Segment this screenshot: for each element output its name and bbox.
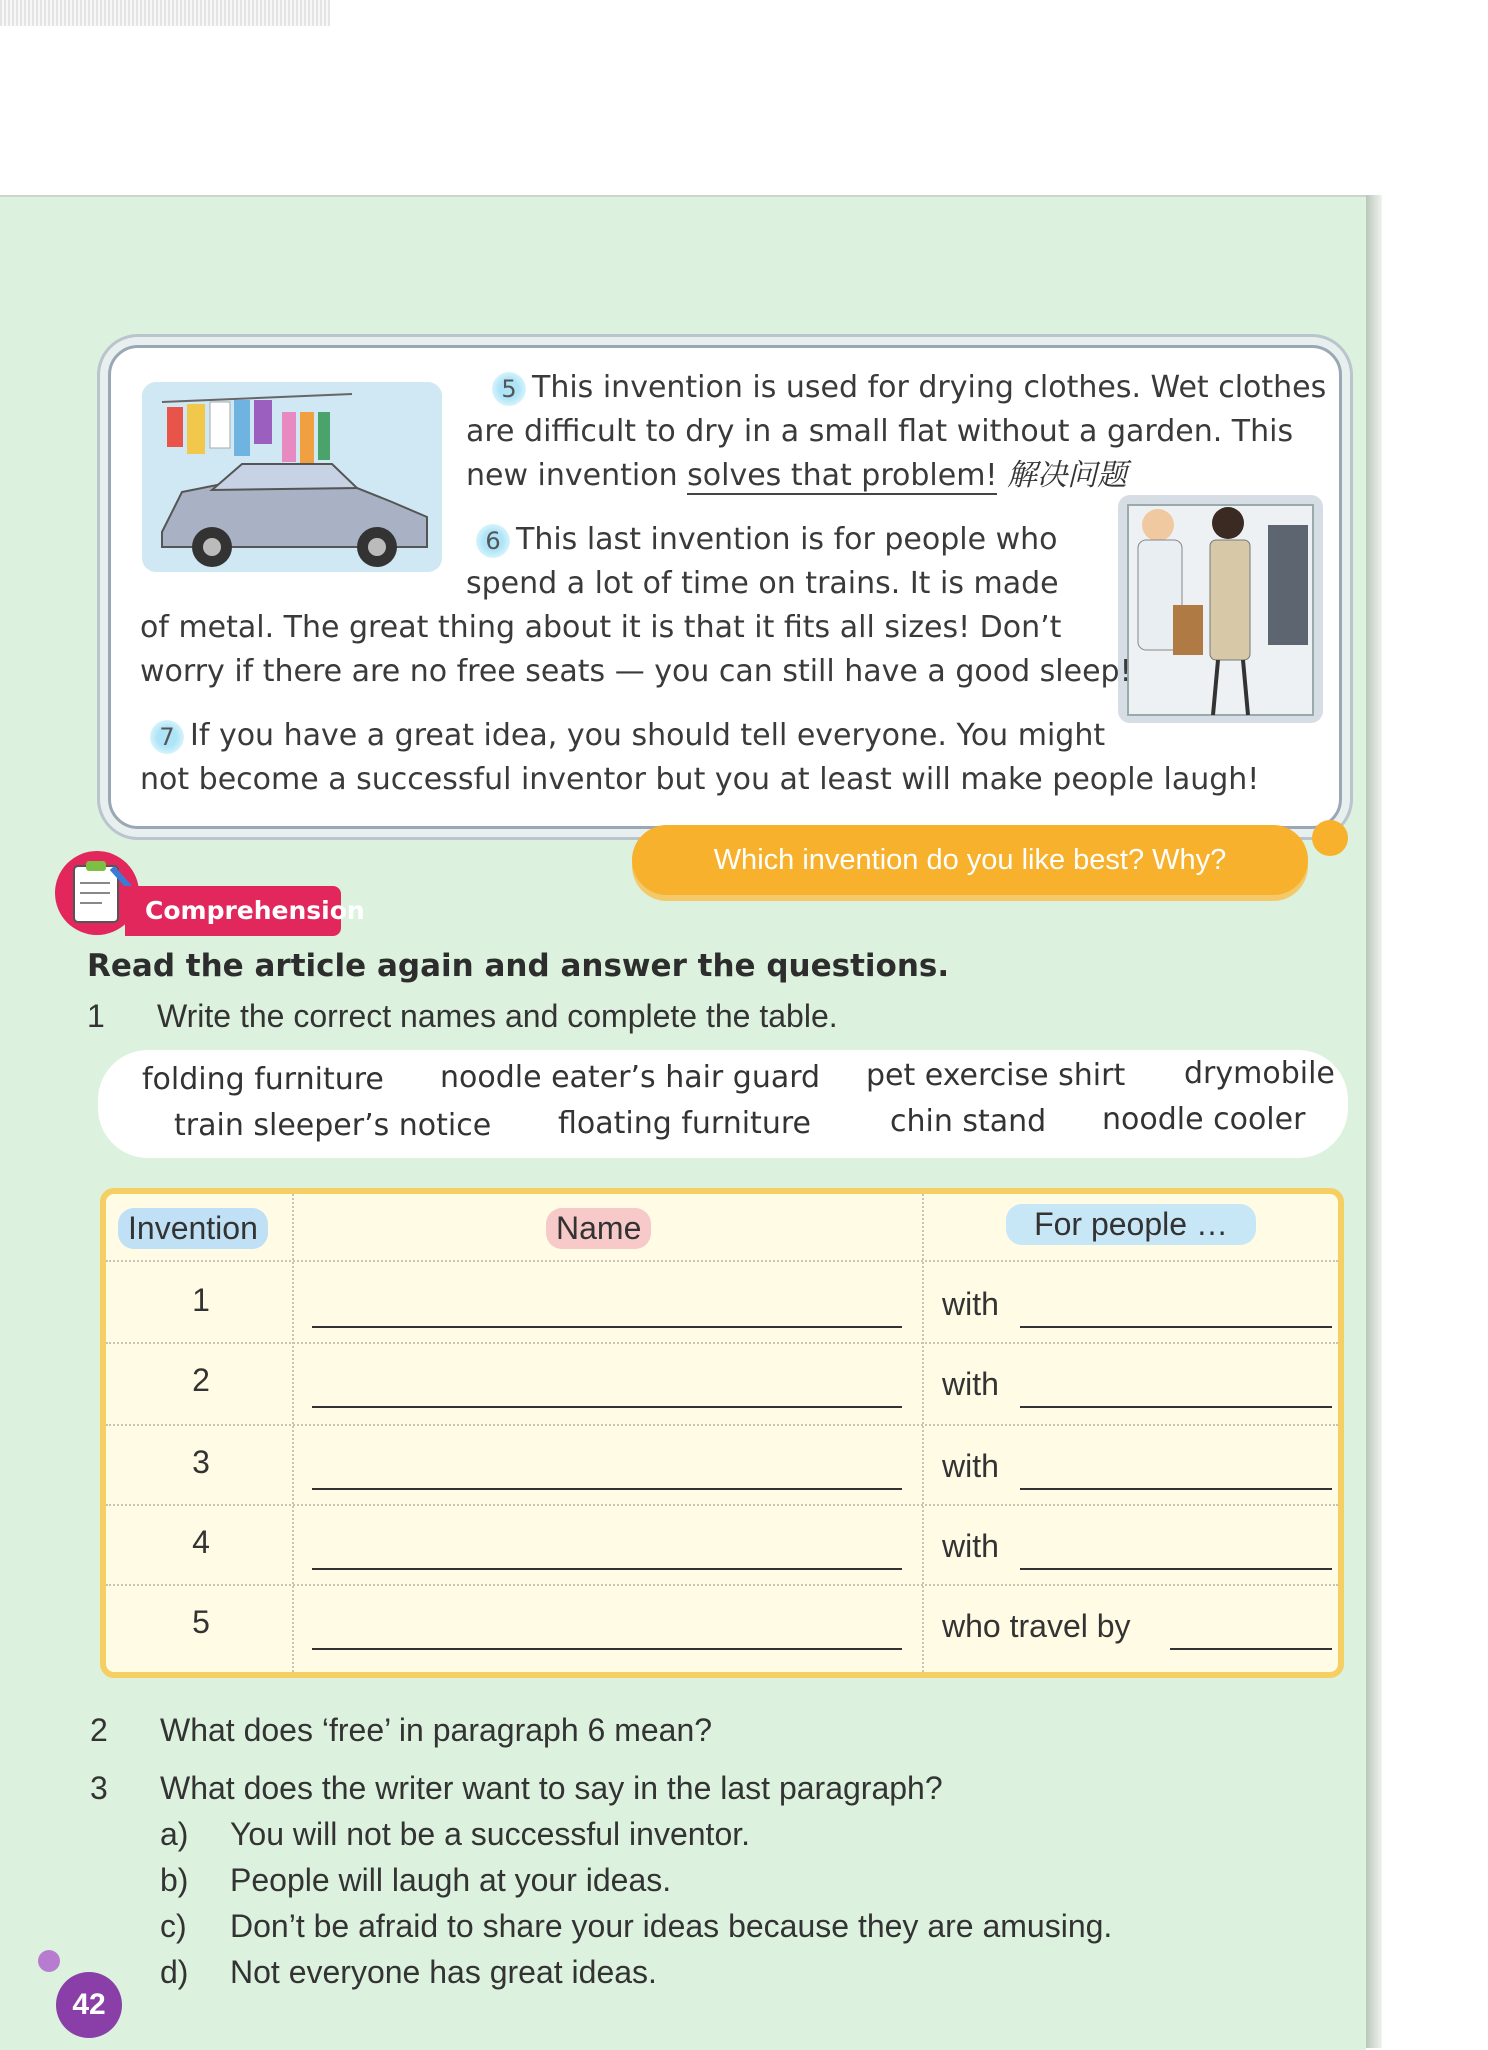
answer-option-c[interactable] — [160, 1908, 1112, 1945]
option-text: Don’t be afraid to share your ideas because they are amusing. — [230, 1908, 1113, 1944]
answer-option-d[interactable] — [160, 1954, 657, 1991]
row-divider — [106, 1260, 1338, 1262]
name-answer-blank[interactable] — [312, 1648, 902, 1650]
car-drying-clothes-illustration — [142, 382, 442, 572]
question-text: What does the writer want to say in the last paragraph? — [160, 1770, 943, 1806]
question-1 — [87, 998, 838, 1035]
word-option: pet exercise shirt — [866, 1058, 1126, 1093]
question-number: 2 — [90, 1712, 108, 1748]
instructions-heading: Read the article again and answer the questions. — [87, 948, 950, 984]
paragraph-6-line-2: spend a lot of time on trains. It is made — [466, 566, 1059, 601]
for-people-answer-blank[interactable] — [1020, 1406, 1332, 1408]
for-people-prefix: who travel by — [942, 1608, 1131, 1644]
for-people-prefix: with — [942, 1366, 999, 1402]
underlined-phrase: solves that problem! — [687, 458, 998, 493]
row-divider — [106, 1504, 1338, 1506]
word-option: noodle eater’s hair guard — [440, 1060, 821, 1095]
option-text: People will laugh at your ideas. — [230, 1862, 672, 1898]
option-letter: d) — [160, 1954, 189, 1990]
question-3 — [90, 1770, 943, 1807]
paragraph-5-line-1 — [492, 366, 1326, 410]
paragraph-number-badge: 7 — [150, 720, 184, 754]
for-people-answer-blank[interactable] — [1020, 1488, 1332, 1490]
header-name: Name — [546, 1208, 651, 1249]
row-number: 5 — [192, 1604, 210, 1640]
bubble-decoration — [1312, 820, 1348, 856]
word-option: drymobile — [1184, 1056, 1335, 1091]
page-number: 42 — [56, 1972, 122, 2038]
paragraph-5-line-2: are difficult to dry in a small flat without a garden. This — [466, 414, 1294, 449]
paragraph-7-line-2: not become a successful inventor but you at least will make people laugh! — [140, 762, 1260, 797]
page-edge-shadow — [1366, 195, 1382, 2048]
option-text: You will not be a successful inventor. — [230, 1816, 751, 1852]
answer-table — [100, 1188, 1344, 1678]
option-letter: c) — [160, 1908, 187, 1944]
word-option: train sleeper’s notice — [174, 1108, 492, 1143]
row-number: 4 — [192, 1524, 210, 1560]
option-letter: a) — [160, 1816, 189, 1852]
paragraph-6-line-1 — [476, 518, 1057, 562]
question-text: What does ‘free’ in paragraph 6 mean? — [160, 1712, 713, 1748]
row-divider — [106, 1424, 1338, 1426]
name-answer-blank[interactable] — [312, 1326, 902, 1328]
question-number: 1 — [87, 998, 105, 1034]
row-number: 3 — [192, 1444, 210, 1480]
for-people-prefix: with — [942, 1286, 999, 1322]
row-divider — [106, 1342, 1338, 1344]
paragraph-5-line-3 — [466, 454, 1127, 498]
word-box — [98, 1050, 1348, 1158]
question-2 — [90, 1712, 712, 1749]
text: This last invention is for people who — [516, 522, 1058, 557]
handwritten-note: 解决问题 — [1006, 458, 1127, 493]
row-number: 1 — [192, 1282, 210, 1318]
option-letter: b) — [160, 1862, 189, 1898]
scan-edge — [0, 0, 330, 26]
word-option: chin stand — [890, 1104, 1047, 1139]
section-label: Comprehension — [125, 886, 341, 936]
word-option: floating furniture — [558, 1106, 811, 1141]
paragraph-6-line-4: worry if there are no free seats — you can still have a good sleep! — [140, 654, 1132, 689]
discussion-question-bubble: Which invention do you like best? Why? — [632, 825, 1308, 895]
paragraph-7-line-1 — [150, 714, 1105, 758]
option-text: Not everyone has great ideas. — [230, 1954, 657, 1990]
word-option: folding furniture — [142, 1062, 384, 1097]
for-people-prefix: with — [942, 1448, 999, 1484]
page-number-decoration — [38, 1950, 60, 1972]
column-divider — [922, 1194, 924, 1672]
text: If you have a great idea, you should tell everyone. You might — [190, 718, 1106, 753]
column-divider — [292, 1194, 294, 1672]
for-people-answer-blank[interactable] — [1020, 1326, 1332, 1328]
question-number: 3 — [90, 1770, 108, 1806]
name-answer-blank[interactable] — [312, 1406, 902, 1408]
question-text: Write the correct names and complete the table. — [157, 998, 838, 1034]
word-option: noodle cooler — [1102, 1102, 1306, 1137]
for-people-prefix: with — [942, 1528, 999, 1564]
paragraph-number-badge: 5 — [492, 372, 526, 406]
name-answer-blank[interactable] — [312, 1568, 902, 1570]
paragraph-number-badge: 6 — [476, 524, 510, 558]
header-invention: Invention — [118, 1208, 268, 1249]
header-for-people: For people … — [1006, 1204, 1256, 1245]
answer-option-b[interactable] — [160, 1862, 671, 1899]
row-number: 2 — [192, 1362, 210, 1398]
for-people-answer-blank[interactable] — [1020, 1568, 1332, 1570]
text: new invention — [466, 458, 688, 493]
row-divider — [106, 1584, 1338, 1586]
name-answer-blank[interactable] — [312, 1488, 902, 1490]
text: This invention is used for drying clothes. Wet clothes — [532, 370, 1327, 405]
for-people-answer-blank[interactable] — [1170, 1648, 1332, 1650]
paragraph-6-line-3: of metal. The great thing about it is that it fits all sizes! Don’t — [140, 610, 1062, 645]
answer-option-a[interactable] — [160, 1816, 750, 1853]
train-sleepers-illustration — [1118, 495, 1323, 723]
